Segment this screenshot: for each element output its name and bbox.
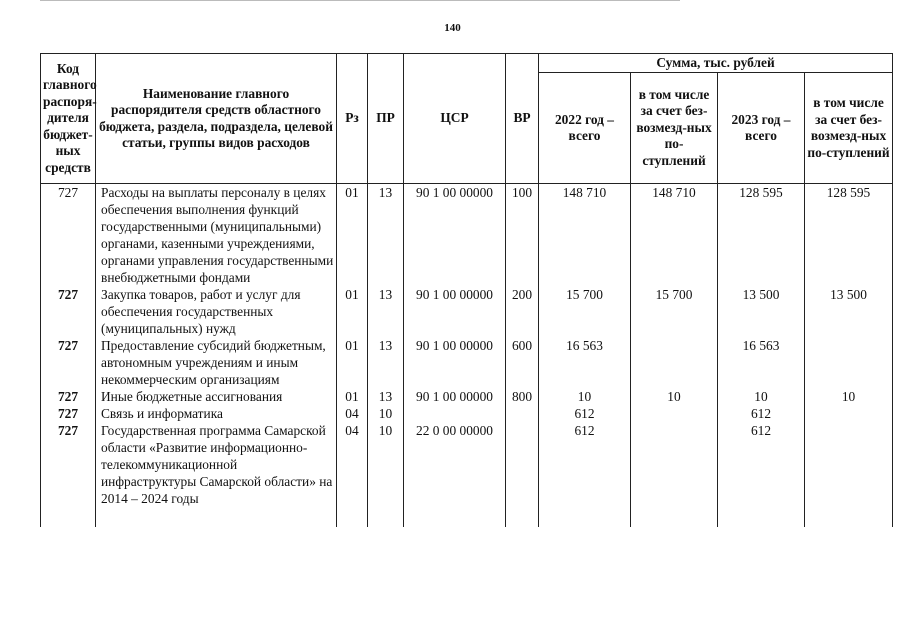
- header-csr: ЦСР: [404, 54, 506, 184]
- cell-2023-free: 13 500: [805, 286, 893, 337]
- cell-code: 727: [41, 405, 96, 422]
- cell-2022-total: 148 710: [539, 184, 631, 287]
- cell-rz: 04: [337, 405, 368, 422]
- cell-2023-free: [805, 337, 893, 388]
- cell-name: Закупка товаров, работ и услуг для обеспечения государственных (муниципальных) нужд: [96, 286, 337, 337]
- cell-pr: 13: [368, 388, 404, 405]
- cell-csr: 22 0 00 00000: [404, 422, 506, 507]
- table-row: [41, 184, 893, 287]
- table-spacer-row: [41, 507, 893, 527]
- cell-name: Предоставление субсидий бюджетным, автономным учреждениям и иным некоммерческим организациям: [96, 337, 337, 388]
- cell-2022-total: 612: [539, 422, 631, 507]
- cell-name: Расходы на выплаты персоналу в целях обеспечения выполнения функций государственными (муниципальными) органами, казенными учреждениями, органами управления государственными внебюджетными фондами: [96, 184, 337, 287]
- cell-rz: 01: [337, 184, 368, 287]
- cell-2023-total: 10: [718, 388, 805, 405]
- header-rz: Рз: [337, 54, 368, 184]
- table-body: [41, 184, 893, 528]
- cell-name: Связь и информатика: [96, 405, 337, 422]
- cell-2022-free: [631, 405, 718, 422]
- cell-csr: 90 1 00 00000: [404, 184, 506, 287]
- cell-2022-free: 148 710: [631, 184, 718, 287]
- table-header: [41, 54, 893, 184]
- cell-name: Государственная программа Самарской области «Развитие информационно-телекоммуникационной инфраструктуры Самарской области» на 2014 – 2024 годы: [96, 422, 337, 507]
- cell-code: 727: [41, 337, 96, 388]
- cell-pr: 10: [368, 422, 404, 507]
- cell-2023-total: 128 595: [718, 184, 805, 287]
- cell-rz: 01: [337, 286, 368, 337]
- cell-pr: 13: [368, 184, 404, 287]
- table-row: [41, 388, 893, 405]
- cell-2023-free: [805, 422, 893, 507]
- cell-vr: 800: [506, 388, 539, 405]
- cell-2023-total: 612: [718, 422, 805, 507]
- cell-code: 727: [41, 184, 96, 287]
- cell-2023-total: 16 563: [718, 337, 805, 388]
- cell-2023-free: 10: [805, 388, 893, 405]
- cell-csr: 90 1 00 00000: [404, 286, 506, 337]
- header-2023-free: в том числе за счет без-возмезд-ных по-ступлений: [805, 73, 893, 184]
- header-sum-group: Сумма, тыс. рублей: [539, 54, 893, 73]
- table-row: [41, 337, 893, 388]
- cell-csr: [404, 405, 506, 422]
- cell-2022-free: [631, 422, 718, 507]
- cell-rz: 04: [337, 422, 368, 507]
- cell-2023-free: [805, 405, 893, 422]
- budget-table: [40, 53, 893, 527]
- cell-2022-free: 10: [631, 388, 718, 405]
- cell-2022-free: [631, 337, 718, 388]
- cell-rz: 01: [337, 388, 368, 405]
- cell-name: Иные бюджетные ассигнования: [96, 388, 337, 405]
- header-pr: ПР: [368, 54, 404, 184]
- header-vr: ВР: [506, 54, 539, 184]
- cell-pr: 10: [368, 405, 404, 422]
- cell-2022-total: 10: [539, 388, 631, 405]
- cell-vr: 200: [506, 286, 539, 337]
- page-number: 140: [444, 22, 461, 34]
- cell-pr: 13: [368, 286, 404, 337]
- cell-rz: 01: [337, 337, 368, 388]
- header-2022-free: в том числе за счет без-возмезд-ных по-ступлений: [631, 73, 718, 184]
- cell-2023-free: 128 595: [805, 184, 893, 287]
- header-2023-total: 2023 год – всего: [718, 73, 805, 184]
- cell-code: 727: [41, 286, 96, 337]
- table-row: [41, 405, 893, 422]
- cell-code: 727: [41, 422, 96, 507]
- cell-csr: 90 1 00 00000: [404, 388, 506, 405]
- cell-2023-total: 13 500: [718, 286, 805, 337]
- table-row: [41, 286, 893, 337]
- cell-vr: 600: [506, 337, 539, 388]
- cell-2022-total: 612: [539, 405, 631, 422]
- table-row: [41, 422, 893, 507]
- cell-vr: [506, 405, 539, 422]
- header-2022-total: 2022 год – всего: [539, 73, 631, 184]
- cell-2022-total: 15 700: [539, 286, 631, 337]
- cell-code: 727: [41, 388, 96, 405]
- cell-2022-free: 15 700: [631, 286, 718, 337]
- cell-vr: [506, 422, 539, 507]
- cell-csr: 90 1 00 00000: [404, 337, 506, 388]
- cell-pr: 13: [368, 337, 404, 388]
- top-rule: [40, 0, 680, 1]
- cell-2023-total: 612: [718, 405, 805, 422]
- header-name: Наименование главного распорядителя средств областного бюджета, раздела, подраздела, целевой статьи, группы видов расходов: [96, 54, 337, 184]
- header-code: Код главного распоря-дителя бюджет-ных средств: [41, 54, 96, 184]
- cell-vr: 100: [506, 184, 539, 287]
- cell-2022-total: 16 563: [539, 337, 631, 388]
